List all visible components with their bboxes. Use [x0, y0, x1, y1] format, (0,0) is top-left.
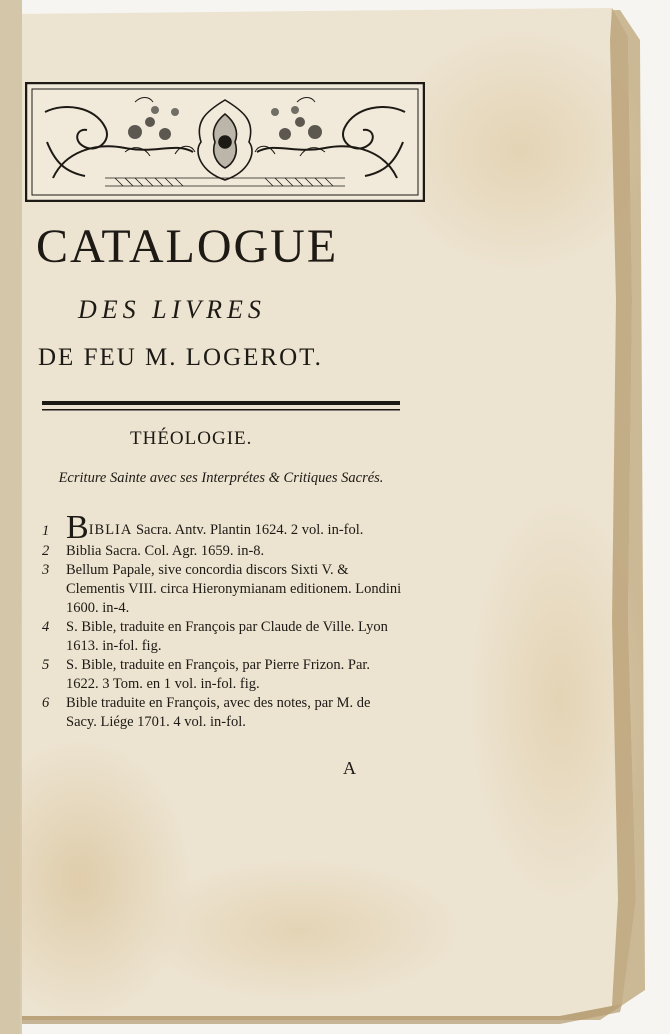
entry-number: 1 [42, 523, 50, 539]
entry-text-rest: Sacra. Antv. Plantin 1624. 2 vol. in-fol. [132, 522, 364, 538]
book-entry [38, 618, 404, 656]
entry-text: S. Bible, traduite en François par Claude de Ville. Lyon 1613. in-fol. fig. [66, 619, 388, 654]
entry-text: Bellum Papale, sive concordia discors Sixti V. & Clementis VIII. circa Hieronymianam editionem. Londini 1600. in-4. [66, 562, 402, 616]
entry-drop-cap: B [66, 509, 89, 546]
book-entry [38, 509, 404, 546]
catalogue-subtitle-owner: DE FEU M. LOGEROT. [38, 344, 323, 371]
entry-number: 2 [42, 543, 50, 559]
entry-number: 5 [42, 657, 50, 673]
entry-number: 4 [42, 619, 50, 635]
entry-text: Biblia Sacra. Col. Agr. 1659. in-8. [66, 543, 265, 559]
book-entry [38, 694, 404, 732]
section-heading-theology: THÉOLOGIE. [130, 428, 253, 449]
entry-text: Bible traduite en François, avec des notes, par M. de Sacy. Liége 1701. 4 vol. in-fol. [66, 695, 371, 730]
signature-mark: A [343, 758, 356, 778]
book-entry [38, 542, 404, 561]
book-entry [38, 561, 404, 618]
entry-text [66, 509, 404, 546]
book-entry [38, 656, 404, 694]
subsection-heading: Ecriture Sainte avec ses Interprétes & Critiques Sacrés. [58, 470, 384, 486]
catalogue-subtitle-books: DES LIVRES [78, 295, 266, 324]
book-entry-list [38, 510, 404, 732]
entry-lead-word: IBLIA [88, 522, 133, 538]
ornamental-headpiece [25, 82, 425, 202]
entry-number: 3 [42, 562, 50, 578]
entry-number: 6 [42, 695, 50, 711]
entry-text: S. Bible, traduite en François, par Pierre Frizon. Par. 1622. 3 Tom. en 1 vol. in-fol. fig. [66, 657, 371, 692]
double-rule-divider [42, 400, 400, 414]
catalogue-title: CATALOGUE [36, 220, 339, 273]
